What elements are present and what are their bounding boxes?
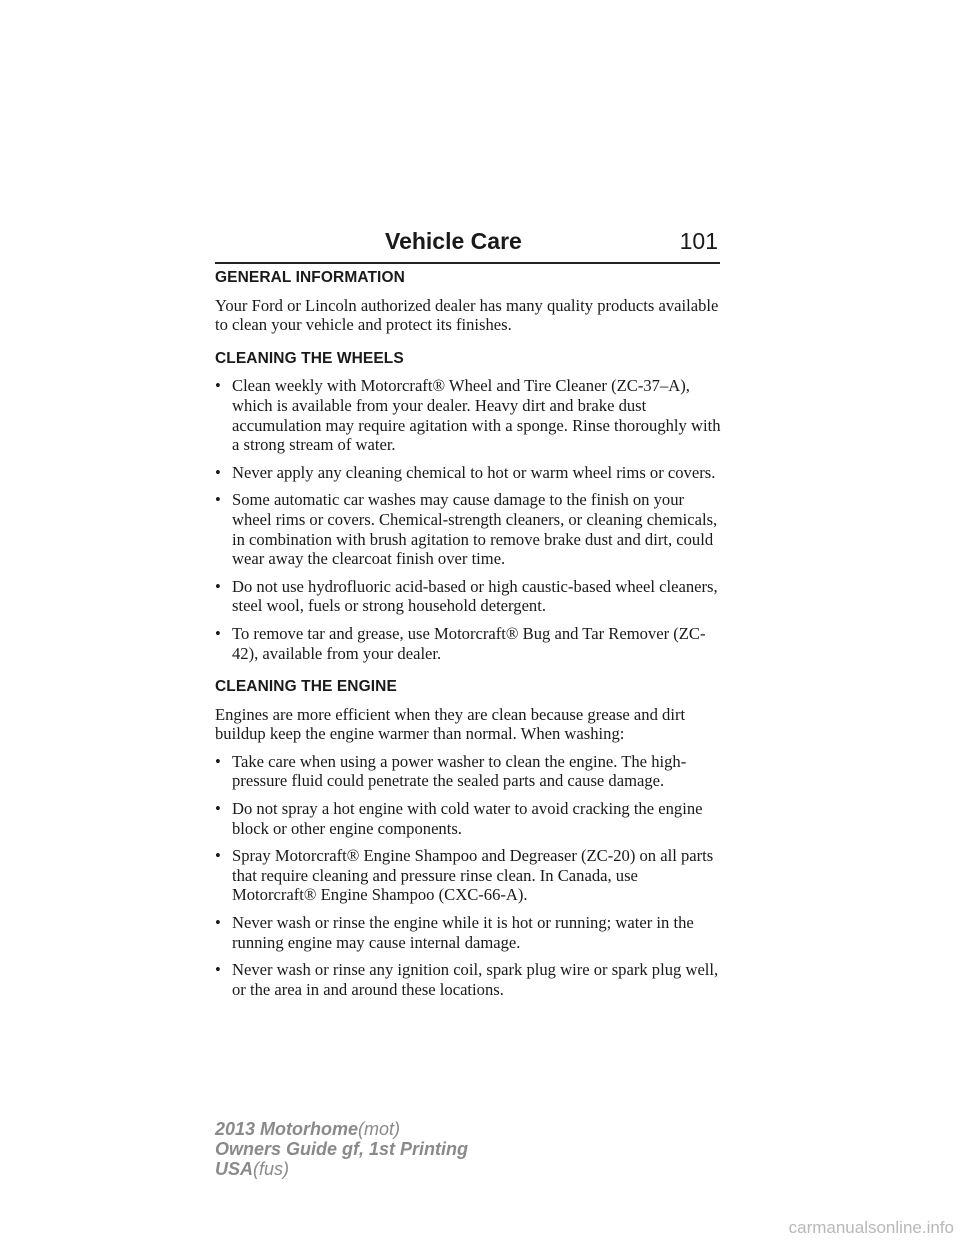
engine-bullet-list <box>215 752 723 1000</box>
list-item-text: Do not spray a hot engine with cold water to avoid cracking the engine block or other engine components. <box>232 799 703 838</box>
footer-line-3 <box>215 1159 468 1179</box>
list-item-text: Some automatic car washes may cause damage to the finish on your wheel rims or covers. Chemical-strength cleaners, or cleaning chemicals, in combination with brush agitation to remove brake dust and dirt, could wear away the clearcoat finish over time. <box>232 490 718 569</box>
bullet-icon: • <box>215 799 221 819</box>
bullet-icon: • <box>215 751 221 771</box>
list-item <box>215 376 723 454</box>
footer-model: 2013 Motorhome <box>215 1119 359 1139</box>
heading-cleaning-engine: CLEANING THE ENGINE <box>215 678 397 696</box>
bullet-icon: • <box>215 623 221 643</box>
engine-intro-paragraph: Engines are more efficient when they are clean because grease and dirt buildup keep the engine warmer than normal. When washing: <box>215 704 686 744</box>
bullet-icon: • <box>215 846 221 866</box>
footer-market-code: (fus) <box>253 1159 290 1179</box>
general-information-paragraph: Your Ford or Lincoln authorized dealer has many quality products available to clean your vehicle and protect its finishes. <box>215 295 719 335</box>
list-item <box>215 624 723 663</box>
footer-line-1 <box>215 1119 468 1139</box>
list-item-text: Clean weekly with Motorcraft® Wheel and Tire Cleaner (ZC-37–A), which is available from your dealer. Heavy dirt and brake dust accumulation may require agitation with a sponge. Rinse thoroughly with a strong stream of water. <box>232 376 721 455</box>
list-item <box>215 577 723 616</box>
bullet-icon: • <box>215 960 221 980</box>
page-header <box>215 226 720 264</box>
list-item <box>215 463 723 483</box>
list-item <box>215 799 723 838</box>
list-item <box>215 490 723 568</box>
list-item <box>215 752 723 791</box>
list-item-text: Spray Motorcraft® Engine Shampoo and Degreaser (ZC-20) on all parts that require cleaning and pressure rinse clean. In Canada, use Motorcraft® Engine Shampoo (CXC-66-A). <box>232 846 714 905</box>
list-item-text: Do not use hydrofluoric acid-based or high caustic-based wheel cleaners, steel wool, fuels or strong household detergent. <box>232 576 718 616</box>
footer-model-code: (mot) <box>358 1119 401 1139</box>
bullet-icon: • <box>215 490 221 510</box>
list-item <box>215 960 723 999</box>
list-item-text: Never wash or rinse the engine while it is hot or running; water in the running engine may cause internal damage. <box>232 913 694 952</box>
bullet-icon: • <box>215 462 221 482</box>
list-item-text: Take care when using a power washer to clean the engine. The high-pressure fluid could penetrate the sealed parts and cause damage. <box>232 751 687 791</box>
page-number: 101 <box>679 228 718 254</box>
footer-market: USA <box>215 1159 254 1179</box>
footer-line-2: Owners Guide gf, 1st Printing <box>215 1139 469 1159</box>
watermark: carmanualsonline.info <box>788 1218 954 1237</box>
list-item-text: To remove tar and grease, use Motorcraft® Bug and Tar Remover (ZC-42), available from your dealer. <box>232 623 706 663</box>
bullet-icon: • <box>215 376 221 396</box>
list-item-text: Never wash or rinse any ignition coil, spark plug wire or spark plug well, or the area in and around these locations. <box>232 960 719 999</box>
page-title: Vehicle Care <box>385 228 522 254</box>
bullet-icon: • <box>215 913 221 933</box>
list-item-text: Never apply any cleaning chemical to hot or warm wheel rims or covers. <box>232 462 716 482</box>
wheels-bullet-list <box>215 376 723 663</box>
list-item <box>215 846 723 905</box>
heading-general-information: GENERAL INFORMATION <box>215 269 405 286</box>
bullet-icon: • <box>215 576 221 596</box>
heading-cleaning-wheels: CLEANING THE WHEELS <box>215 349 404 367</box>
list-item <box>215 913 723 952</box>
page-content <box>215 268 723 1013</box>
document-footer <box>215 1119 468 1179</box>
